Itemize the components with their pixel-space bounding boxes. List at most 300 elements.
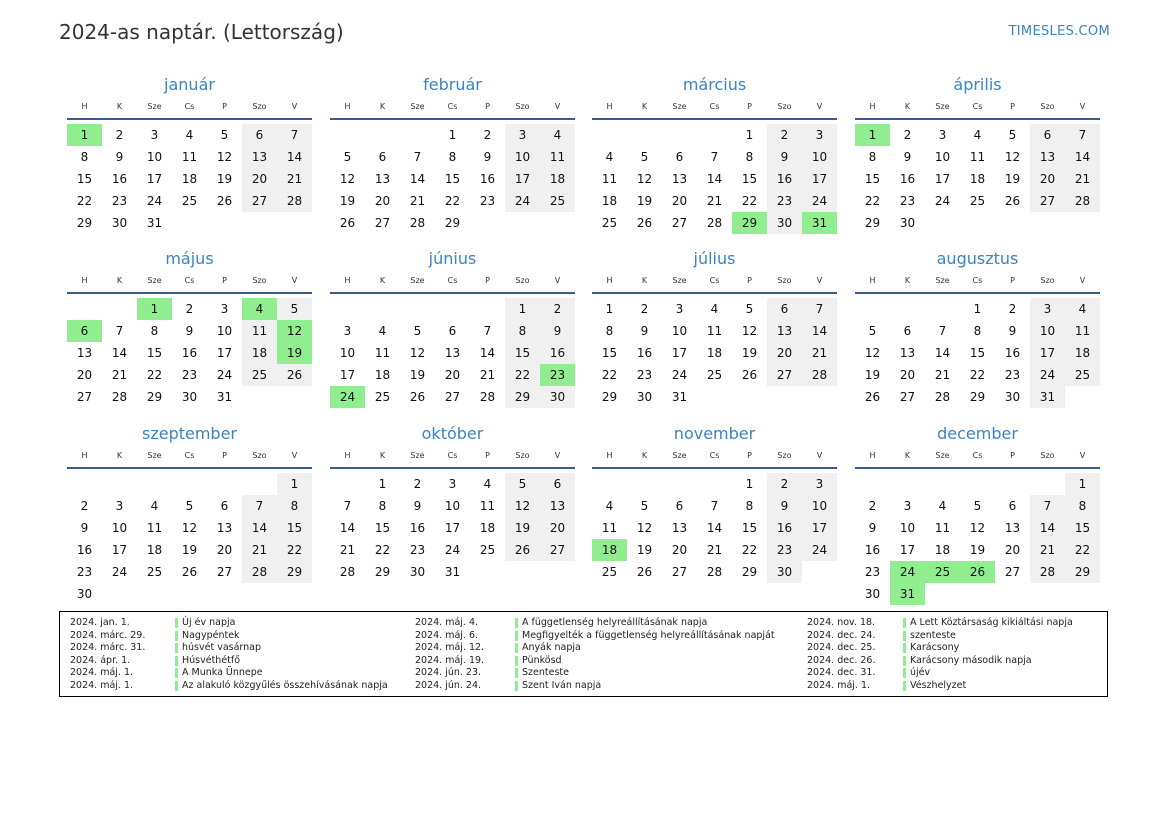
day-cell: 4 [242,298,277,320]
day-cell: 10 [339,346,356,360]
day-cell: 30 [540,386,575,408]
day-cell: 24 [802,190,837,212]
legend-holiday-name: Karácsony második napja [910,654,1032,666]
legend-date: 2024. márc. 29. [70,629,146,641]
day-cell: 8 [277,495,312,517]
weekday-label: V [291,276,298,285]
day-cell: 15 [864,172,881,186]
day-cell: 25 [479,543,496,557]
day-cell: 16 [899,172,916,186]
day-cell: 6 [378,150,387,164]
day-cell: 9 [1008,324,1017,338]
day-cell: 20 [374,194,391,208]
day-cell: 9 [767,146,802,168]
day-cell: 14 [339,521,356,535]
day-cell: 23 [181,368,198,382]
day-cell: 28 [706,216,723,230]
day-cell: 12 [505,495,540,517]
day-cell: 11 [969,150,986,164]
weekday-label: Cs [447,451,458,460]
legend-holiday-name: Karácsony [910,642,960,654]
day-cell: 30 [181,390,198,404]
day-cell: 10 [505,146,540,168]
month-7 [592,249,837,404]
weekday-label: P [747,102,752,111]
day-cell: 3 [938,128,947,142]
day-cell: 21 [802,342,837,364]
day-cell: 5 [505,473,540,495]
weekday-label: V [816,102,823,111]
weekday-label: Cs [709,102,720,111]
day-cell: 22 [444,194,461,208]
day-cell: 30 [864,587,881,601]
weekday-label: K [904,451,911,460]
month-name: június [428,249,477,268]
day-cell: 10 [671,324,688,338]
day-cell: 8 [605,324,614,338]
day-cell: 14 [934,346,951,360]
month-divider [592,118,837,120]
day-cell: 21 [277,168,312,190]
day-cell: 18 [1065,342,1100,364]
day-cell: 4 [938,499,947,513]
day-cell: 23 [479,194,496,208]
day-cell: 15 [741,521,758,535]
day-cell: 16 [181,346,198,360]
day-cell: 16 [767,517,802,539]
day-cell: 9 [767,495,802,517]
day-cell: 17 [1030,342,1065,364]
day-cell: 23 [409,543,426,557]
day-cell: 18 [969,172,986,186]
day-cell: 27 [671,565,688,579]
weekday-label: Sze [410,276,425,285]
month-name: november [673,424,756,443]
day-cell: 1 [505,298,540,320]
day-cell: 14 [706,521,723,535]
day-cell: 29 [969,390,986,404]
day-cell: 25 [601,216,618,230]
day-cell: 26 [1004,194,1021,208]
day-cell: 5 [277,298,312,320]
weekday-label: Szo [252,451,267,460]
day-cell: 2 [80,499,89,513]
day-cell: 19 [181,543,198,557]
holiday-marker [903,618,906,628]
day-cell: 23 [864,565,881,579]
day-cell: 5 [640,150,649,164]
day-cell: 24 [671,368,688,382]
legend-date: 2024. dec. 25. [807,642,876,654]
day-cell: 11 [242,320,277,342]
weekday-label: Cs [709,276,720,285]
day-cell: 5 [413,324,422,338]
day-cell: 8 [378,499,387,513]
day-cell: 6 [448,324,457,338]
legend-date: 2024. máj. 12. [415,642,485,654]
weekday-label: P [1010,276,1015,285]
weekday-label: P [485,276,490,285]
weekday-label: K [116,451,123,460]
day-cell: 2 [640,302,649,316]
weekday-label: H [606,276,613,285]
weekday-label: V [1079,451,1086,460]
day-cell: 16 [479,172,496,186]
weekday-label: K [641,102,648,111]
day-cell: 10 [444,499,461,513]
month-8 [855,249,1100,404]
legend-date: 2024. nov. 18. [807,617,876,628]
brand-link[interactable]: TIMESLES.COM [1008,24,1110,39]
day-cell: 25 [925,561,960,583]
day-cell: 14 [479,346,496,360]
holiday-marker [175,643,178,653]
weekday-label: Cs [447,276,458,285]
day-cell: 26 [960,561,995,583]
day-cell: 30 [76,587,93,601]
day-cell: 16 [111,172,128,186]
weekday-label: Cs [972,102,983,111]
day-cell: 11 [934,521,951,535]
day-cell: 12 [636,172,653,186]
weekday-label: H [81,276,88,285]
legend-date: 2024. máj. 19. [415,654,485,666]
day-cell: 9 [540,320,575,342]
day-cell: 31 [890,583,925,605]
month-3 [592,75,837,230]
day-cell: 29 [732,212,767,234]
day-cell: 7 [710,499,719,513]
day-cell: 17 [802,517,837,539]
day-cell: 27 [242,190,277,212]
day-cell: 2 [767,124,802,146]
day-cell: 14 [242,517,277,539]
weekday-label: P [485,451,490,460]
day-cell: 5 [745,302,754,316]
day-cell: 6 [220,499,229,513]
day-cell: 15 [146,346,163,360]
day-cell: 2 [767,473,802,495]
day-cell: 5 [220,128,229,142]
day-cell: 24 [330,386,365,408]
month-divider [855,118,1100,120]
day-cell: 23 [899,194,916,208]
day-cell: 18 [934,543,951,557]
day-cell: 24 [505,190,540,212]
day-cell: 16 [636,346,653,360]
weekday-label: H [606,451,613,460]
holiday-marker [175,656,178,666]
day-cell: 28 [242,561,277,583]
weekday-label: Sze [147,451,162,460]
day-cell: 11 [1065,320,1100,342]
day-cell: 18 [146,543,163,557]
day-cell: 20 [1030,168,1065,190]
day-cell: 12 [1004,150,1021,164]
day-cell: 11 [374,346,391,360]
day-cell: 18 [540,168,575,190]
legend-date: 2024. máj. 6. [415,629,479,641]
day-cell: 10 [802,146,837,168]
weekday-label: Szo [777,276,792,285]
day-cell: 3 [802,124,837,146]
day-cell: 23 [1004,368,1021,382]
weekday-label: K [904,102,911,111]
month-1 [67,75,312,230]
holiday-marker [515,618,518,628]
day-cell: 7 [938,324,947,338]
day-cell: 22 [741,543,758,557]
weekday-label: K [641,276,648,285]
day-cell: 14 [706,172,723,186]
day-cell: 4 [540,124,575,146]
day-cell: 26 [636,216,653,230]
legend-date: 2024. ápr. 1. [70,654,131,666]
weekday-label: K [379,451,386,460]
day-cell: 2 [1008,302,1017,316]
weekday-label: H [606,102,613,111]
legend-date: 2024. máj. 1. [807,680,871,691]
legend-holiday-name: Megfigyelték a függetlenség helyreállításának napját [522,629,775,641]
day-cell: 23 [540,364,575,386]
legend-holiday-name: Húsvéthétfő [182,654,241,666]
day-cell: 2 [868,499,877,513]
day-cell: 17 [899,543,916,557]
day-cell: 22 [374,543,391,557]
day-cell: 19 [409,368,426,382]
day-cell: 20 [671,543,688,557]
day-cell: 10 [146,150,163,164]
day-cell: 22 [969,368,986,382]
day-cell: 31 [146,216,163,230]
day-cell: 27 [1030,190,1065,212]
month-2 [330,75,575,230]
day-cell: 24 [934,194,951,208]
weekday-label: P [485,102,490,111]
legend-holiday-name: Nagypéntek [182,629,240,641]
weekday-label: K [904,276,911,285]
holiday-marker [903,656,906,666]
day-cell: 12 [409,346,426,360]
day-cell: 21 [409,194,426,208]
day-cell: 20 [216,543,233,557]
holiday-marker [175,681,178,691]
day-cell: 28 [1065,190,1100,212]
weekday-label: Cs [184,451,195,460]
day-cell: 28 [409,216,426,230]
month-divider [592,467,837,469]
day-cell: 17 [216,346,233,360]
legend-date: 2024. máj. 1. [70,680,134,691]
weekday-label: Cs [972,276,983,285]
month-name: augusztus [936,249,1019,268]
weekday-label: Szo [515,102,530,111]
day-cell: 15 [741,172,758,186]
day-cell: 11 [479,499,496,513]
weekday-label: Sze [147,102,162,111]
day-cell: 23 [767,539,802,561]
weekday-label: Sze [672,276,687,285]
day-cell: 26 [181,565,198,579]
day-cell: 1 [67,124,102,146]
weekday-label: Cs [972,451,983,460]
day-cell: 15 [277,517,312,539]
day-cell: 15 [1065,517,1100,539]
day-cell: 27 [76,390,93,404]
day-cell: 3 [115,499,124,513]
day-cell: 15 [505,342,540,364]
day-cell: 13 [444,346,461,360]
day-cell: 19 [864,368,881,382]
month-divider [330,292,575,294]
day-cell: 28 [339,565,356,579]
day-cell: 11 [601,521,618,535]
day-cell: 20 [540,517,575,539]
holiday-marker [515,668,518,678]
weekday-label: Cs [447,102,458,111]
day-cell: 7 [1065,124,1100,146]
day-cell: 9 [483,150,492,164]
day-cell: 28 [934,390,951,404]
day-cell: 17 [111,543,128,557]
day-cell: 14 [1030,517,1065,539]
day-cell: 2 [413,477,422,491]
day-cell: 2 [115,128,124,142]
day-cell: 19 [636,543,653,557]
day-cell: 31 [1030,386,1065,408]
weekday-label: K [379,102,386,111]
weekday-label: V [554,276,561,285]
day-cell: 10 [802,495,837,517]
holiday-marker [515,681,518,691]
day-cell: 11 [601,172,618,186]
weekday-label: Sze [672,451,687,460]
day-cell: 29 [146,390,163,404]
day-cell: 16 [409,521,426,535]
day-cell: 6 [675,150,684,164]
weekday-label: P [1010,102,1015,111]
day-cell: 18 [706,346,723,360]
day-cell: 13 [767,320,802,342]
weekday-label: Sze [672,102,687,111]
day-cell: 22 [864,194,881,208]
day-cell: 5 [973,499,982,513]
day-cell: 4 [483,477,492,491]
day-cell: 20 [767,342,802,364]
day-cell: 30 [767,212,802,234]
day-cell: 13 [899,346,916,360]
legend-date: 2024. márc. 31. [70,642,146,654]
month-name: április [953,75,1002,94]
day-cell: 31 [671,390,688,404]
day-cell: 24 [444,543,461,557]
day-cell: 23 [636,368,653,382]
holiday-marker [903,668,906,678]
month-name: szeptember [141,424,237,443]
day-cell: 17 [146,172,163,186]
weekday-label: P [747,451,752,460]
day-cell: 20 [671,194,688,208]
day-cell: 8 [868,150,877,164]
day-cell: 25 [601,565,618,579]
day-cell: 13 [216,521,233,535]
legend-holiday-name: Vészhelyzet [910,680,967,691]
day-cell: 9 [413,499,422,513]
weekday-label: H [869,102,876,111]
day-cell: 15 [76,172,93,186]
weekday-label: P [222,276,227,285]
month-11 [592,424,837,579]
weekday-label: V [1079,276,1086,285]
month-name: március [682,75,747,94]
day-cell: 1 [973,302,982,316]
day-cell: 1 [277,473,312,495]
day-cell: 22 [601,368,618,382]
day-cell: 15 [969,346,986,360]
day-cell: 25 [1065,364,1100,386]
legend-holiday-name: Anyák napja [522,642,581,654]
day-cell: 6 [1008,499,1017,513]
day-cell: 14 [111,346,128,360]
month-4 [855,75,1100,230]
weekday-label: K [116,102,123,111]
holiday-marker [515,656,518,666]
day-cell: 18 [242,342,277,364]
day-cell: 25 [181,194,198,208]
legend-date: 2024. jan. 1. [70,617,130,628]
day-cell: 30 [636,390,653,404]
day-cell: 1 [448,128,457,142]
day-cell: 18 [601,194,618,208]
day-cell: 29 [505,386,540,408]
day-cell: 9 [80,521,89,535]
day-cell: 7 [483,324,492,338]
legend-date: 2024. máj. 4. [415,617,479,628]
day-cell: 26 [409,390,426,404]
day-cell: 3 [150,128,159,142]
day-cell: 4 [1065,298,1100,320]
day-cell: 8 [505,320,540,342]
day-cell: 6 [767,298,802,320]
weekday-label: Cs [184,102,195,111]
day-cell: 27 [767,364,802,386]
weekday-label: H [344,102,351,111]
day-cell: 19 [1004,172,1021,186]
legend-holiday-name: húsvét vasárnap [182,642,262,654]
weekday-label: K [116,276,123,285]
day-cell: 29 [864,216,881,230]
day-cell: 8 [448,150,457,164]
legend-date: 2024. máj. 1. [70,667,134,679]
day-cell: 11 [706,324,723,338]
day-cell: 20 [242,168,277,190]
day-cell: 15 [444,172,461,186]
day-cell: 20 [444,368,461,382]
day-cell: 7 [802,298,837,320]
weekday-label: H [81,102,88,111]
day-cell: 15 [374,521,391,535]
day-cell: 13 [540,495,575,517]
day-cell: 3 [1030,298,1065,320]
day-cell: 14 [1065,146,1100,168]
day-cell: 24 [802,539,837,561]
day-cell: 4 [150,499,159,513]
day-cell: 29 [1065,561,1100,583]
day-cell: 11 [146,521,163,535]
day-cell: 17 [802,168,837,190]
month-12 [855,424,1100,601]
holiday-marker [903,631,906,641]
